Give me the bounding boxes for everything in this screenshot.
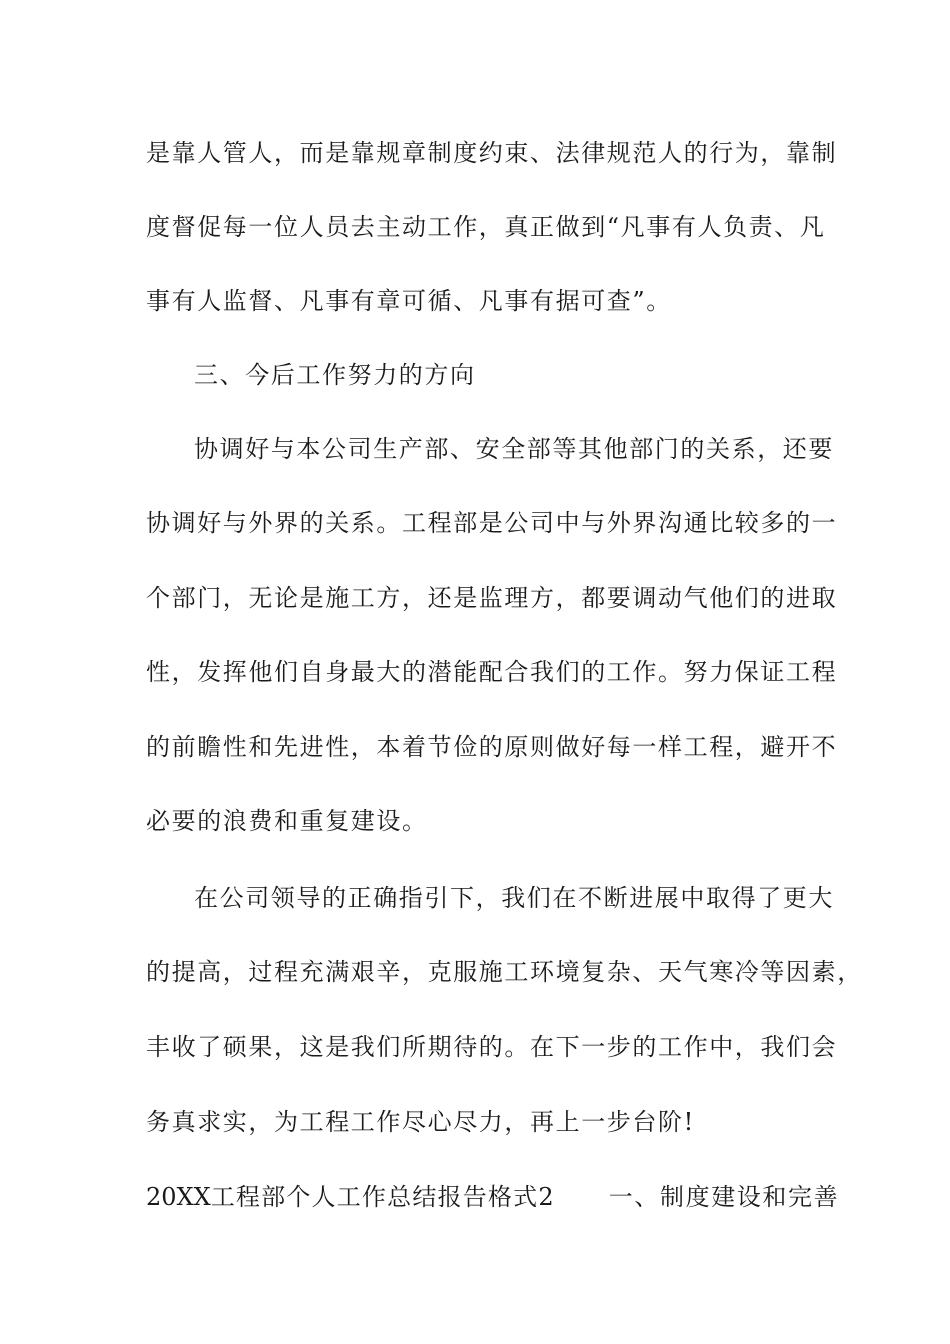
paragraph-1-line-3: 事有人监督、凡事有章可循、凡事有据可查”。 — [146, 287, 672, 315]
paragraph-3-line-3: 丰收了硕果，这是我们所期待的。在下一步的工作中，我们会 — [146, 1033, 838, 1061]
paragraph-2-line-4: 性，发挥他们自身最大的潜能配合我们的工作。努力保证工程 — [146, 658, 838, 686]
paragraph-2-line-2: 协调好与外界的关系。工程部是公司中与外界沟通比较多的一 — [146, 509, 838, 537]
paragraph-1-line-1: 是靠人管人，而是靠规章制度约束、法律规范人的行为，靠制 — [146, 139, 838, 167]
next-report-title — [146, 1181, 839, 1213]
title-year-prefix: 20XX — [146, 1183, 211, 1211]
paragraph-2-line-1: 协调好与本公司生产部、安全部等其他部门的关系，还要 — [194, 435, 834, 463]
title-text: 工程部个人工作总结报告格式2 — [210, 1183, 555, 1211]
paragraph-3-line-1: 在公司领导的正确指引下，我们在不断进展中取得了更大 — [194, 884, 834, 912]
section-one-heading: 一、制度建设和完善 — [608, 1183, 840, 1211]
paragraph-1-line-2: 度督促每一位人员去主动工作，真正做到“凡事有人负责、凡 — [146, 213, 826, 241]
paragraph-3-line-4: 务真求实，为工程工作尽心尽力，再上一步台阶! — [146, 1108, 695, 1136]
paragraph-3-line-2: 的提高，过程充满艰辛，克服施工环境复杂、天气寒冷等因素， — [146, 958, 863, 986]
section-heading: 三、今后工作努力的方向 — [194, 361, 476, 389]
paragraph-2-line-6: 必要的浪费和重复建设。 — [146, 807, 428, 835]
paragraph-2-line-3: 个部门，无论是施工方，还是监理方，都要调动气他们的进取 — [146, 584, 838, 612]
paragraph-2-line-5: 的前瞻性和先进性，本着节俭的原则做好每一样工程，避开不 — [146, 733, 838, 761]
